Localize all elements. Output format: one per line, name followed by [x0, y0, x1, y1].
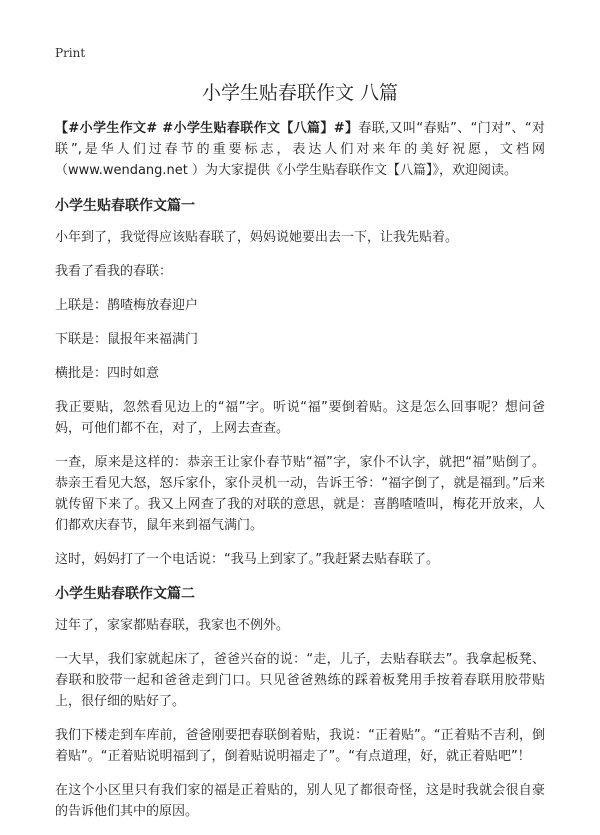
section-heading: 小学生贴春联作文篇二 [55, 586, 195, 602]
paragraph: 下联是：鼠报年来福满门 [55, 332, 199, 347]
intro-text: 春联,又叫“春贴”、“门对”、“对联”,是华人们过春节的重要标志，表达人们对来年的美好祝愿，文档网（www.wendang.net ）为大家提供《小学生贴春联作文【八篇】》，欢迎阅读。 [55, 121, 545, 178]
paragraph: 小年到了，我觉得应该贴春联了，妈妈说她要出去一下，让我先贴着。 [55, 230, 459, 245]
intro-paragraph [55, 118, 545, 181]
paragraph: 这时，妈妈打了一个电话说：“我马上到家了。”我赶紧去贴春联了。 [55, 552, 439, 567]
section-1 [55, 195, 545, 570]
article-body [55, 118, 545, 835]
paragraph: 我们下楼走到车库前，爸爸刚要把春联倒着贴，我说：“正着贴”。“正着贴不吉利，倒着贴”。“正着贴说明福到了，倒着贴说明福走了”。“有点道理，好，就正着贴吧”！ [55, 728, 545, 764]
intro-tags: 【#小学生作文# #小学生贴春联作文【八篇】#】 [55, 121, 359, 136]
paragraph: 我正要贴，忽然看见边上的“福”字。听说“福”要倒着贴。这是怎么回事呢？想问爸妈，可他们都不在，对了，上网去查查。 [55, 400, 545, 436]
paragraph: 横批是：四时如意 [55, 366, 160, 381]
paragraph: 一查，原来是这样的：恭亲王让家仆春节贴“福”字，家仆不认字，就把“福”贴倒了。恭亲王看见大怒，怒斥家仆，家仆灵机一动，告诉王爷：“福字倒了，就是福到。”后来就传留下来了。我又上网查了我的对联的意思，就是：喜鹊喳喳叫，梅花开放来，人们都欢庆春节，鼠年来到福气满门。 [55, 455, 545, 533]
paragraph: 一大早，我们家就起床了，爸爸兴奋的说：“走，儿子，去贴春联去”。我拿起板凳、春联和胶带一起和爸爸走到门口。只见爸爸熟练的踩着板凳用手按着春联用胶带贴上，很仔细的贴好了。 [55, 652, 545, 709]
section-heading: 小学生贴春联作文篇一 [55, 198, 195, 214]
paragraph: 在这个小区里只有我们家的福是正着贴的，别人见了都很奇怪，这是时我就会很自豪的告诉他们其中的原因。 [55, 783, 545, 819]
paragraph: 过年了，家家都贴春联，我家也不例外。 [55, 618, 290, 633]
page-title: 小学生贴春联作文 八篇 [201, 82, 399, 104]
print-link[interactable]: Print [55, 46, 86, 60]
paragraph: 上联是：鹊喳梅放春迎户 [55, 298, 199, 313]
section-2 [55, 583, 545, 822]
paragraph: 我看了看我的春联： [55, 264, 173, 279]
